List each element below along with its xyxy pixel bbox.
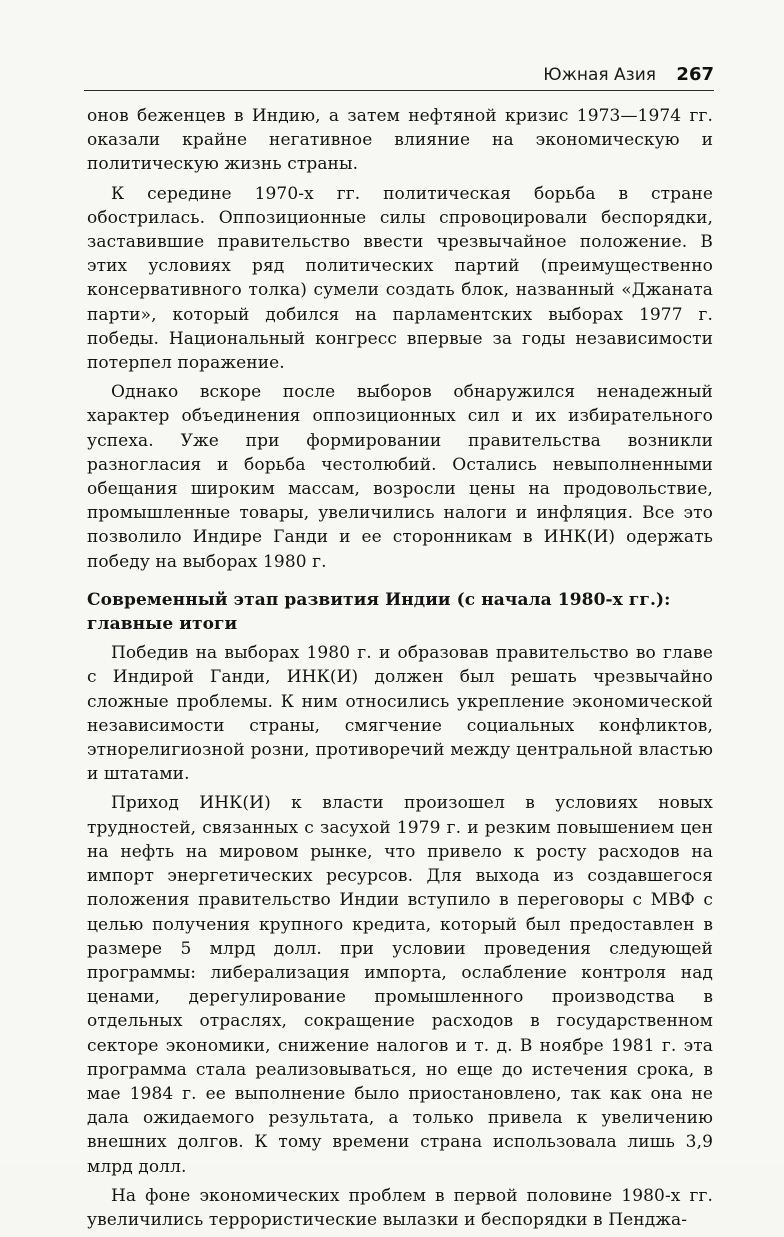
paragraph-opposition-weakness: Однако вскоре после выборов обнаружился ненадежный характер объединения оппозиционных сил и их избирательного успеха. Уже при формировании правительства возникли разногласия и борьба честолюбий. Остались невыполненными обещания широким массам, возросли цены на продовольствие, промышленные товары, увеличились налоги и инфляция. Все это позволило Индире Ганди и ее сторонникам в ИНК(И) одержать победу на выборах 1980 г. xyxy=(87,382,713,572)
paragraph-political-struggle: К середине 1970-х гг. политическая борьба в стране обострилась. Оппозиционные силы спровоцировали беспорядки, заставившие правительство ввести чрезвычайное положение. В этих условиях ряд политических партий (преимущественно консервативного толка) сумели создать блок, названный «Джаната парти», который добился на парламентских выборах 1977 г. победы. Национальный конгресс впервые за годы независимости потерпел поражение. xyxy=(87,183,713,374)
paragraph-imf-program: Приход ИНК(И) к власти произошел в условиях новых трудностей, связанных с засухой 1979 г. и резким повышением цен на нефть на мировом рынке, что привело к росту расходов на импорт энергетических ресурсов. Для выхода из создавшегося положения правительство Индии вступило в переговоры с МВФ с целью получения крупного кредита, который был предоставлен в размере 5 млрд долл. при условии проведения следующей программы: либерализация импорта, ослабление контроля над ценами, дерегулирование промышленного производства в отдельных отраслях, сокращение расходов в государственном секторе экономики, снижение налогов и т. д. В ноябре 1981 г. эта программа стала реализовываться, но еще до истечения срока, в мае 1984 г. ее выполнение было приостановлено, так как она не дала ожидаемого результата, а только привела к увеличению внешних долгов. К тому времени страна использовала лишь 3,9 млрд долл. xyxy=(87,793,713,1177)
page-number: 267 xyxy=(676,64,714,85)
paragraph-1980-election: Победив на выборах 1980 г. и образовав правительство во главе с Индирой Ганди, ИНК(И) должен был решать чрезвычайно сложные проблемы. К ним относились укрепление экономической независимости страны, смягчение социальных конфликтов, этнорелигиозной розни, противоречий между центральной властью и штатами. xyxy=(87,643,713,785)
page-body xyxy=(87,104,713,1237)
running-header xyxy=(84,62,714,91)
paragraph-economic-problems: На фоне экономических проблем в первой половине 1980-х гг. увеличились террористические вылазки и беспорядки в Пенджа- xyxy=(87,1185,713,1230)
paragraph-continuation: онов беженцев в Индию, а затем нефтяной кризис 1973—1974 гг. оказали крайне негативное влияние на экономическую и политическую жизнь страны. xyxy=(87,106,713,175)
section-title: Южная Азия xyxy=(543,65,656,85)
section-heading: Современный этап развития Индии (с начала 1980-х гг.): главные итоги xyxy=(87,589,671,635)
